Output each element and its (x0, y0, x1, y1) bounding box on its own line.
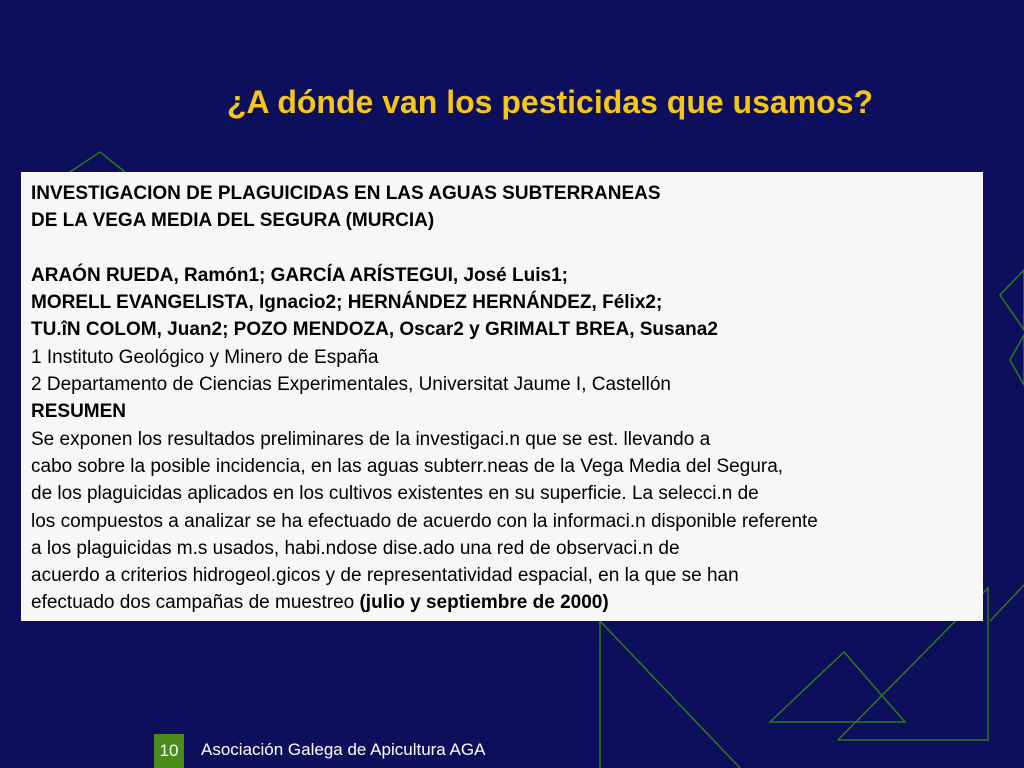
triangle-left (70, 152, 125, 172)
triangle-right-mid (1010, 335, 1024, 385)
decor-line-2 (600, 621, 740, 768)
affiliation-1: 1 Instituto Geológico y Minero de España (31, 346, 379, 368)
footer-organization: Asociación Galega de Apicultura AGA (201, 740, 486, 759)
sampling-dates: (julio y septiembre de 2000) (359, 592, 609, 614)
triangle-bottom-center (770, 652, 905, 722)
triangle-right-large (1000, 270, 1024, 330)
body-last-line (31, 589, 973, 616)
body-line: los compuestos a analizar se ha efectuado de acuerdo con la informaci.n disponible referente (31, 510, 818, 532)
slide-title: ¿A dónde van los pesticidas que usamos? (226, 84, 874, 120)
affiliation-2: 2 Departamento de Ciencias Experimentales, Universitat Jaume I, Castellón (31, 374, 671, 396)
abstract-heading-line-1: INVESTIGACION DE PLAGUICIDAS EN LAS AGUAS SUBTERRANEAS (31, 183, 661, 204)
body-last-line-text: efectuado dos campañas de muestreo (31, 592, 360, 614)
abstract-box (21, 172, 983, 621)
body-line: Se exponen los resultados preliminares de la investigaci.n que se est. llevando a (31, 428, 711, 450)
blank-line (31, 235, 973, 262)
authors-line-1: ARAÓN RUEDA, Ramón1; GARCÍA ARÍSTEGUI, José Luis1; (31, 264, 568, 286)
abstract-heading-line-2: DE LA VEGA MEDIA DEL SEGURA (MURCIA) (31, 210, 435, 232)
authors-line-3: TU.îN COLOM, Juan2; POZO MENDOZA, Oscar2 y GRIMALT BREA, Susana2 (31, 319, 718, 341)
body-line: acuerdo a criterios hidrogeol.gicos y de representatividad espacial, en la que se han (31, 565, 739, 587)
decor-line-4 (990, 585, 1024, 621)
body-line: a los plaguicidas m.s usados, habi.ndose dise.ado una red de observaci.n de (31, 537, 680, 559)
authors-line-2: MORELL EVANGELISTA, Ignacio2; HERNÁNDEZ HERNÁNDEZ, Félix2; (31, 292, 663, 314)
body-line: cabo sobre la posible incidencia, en las aguas subterr.neas de la Vega Media del Segura, (31, 455, 784, 477)
page-number: 10 (154, 734, 184, 768)
resumen-label: RESUMEN (31, 401, 127, 423)
body-line: de los plaguicidas aplicados en los cultivos existentes en su superficie. La selecci.n de (31, 483, 759, 505)
